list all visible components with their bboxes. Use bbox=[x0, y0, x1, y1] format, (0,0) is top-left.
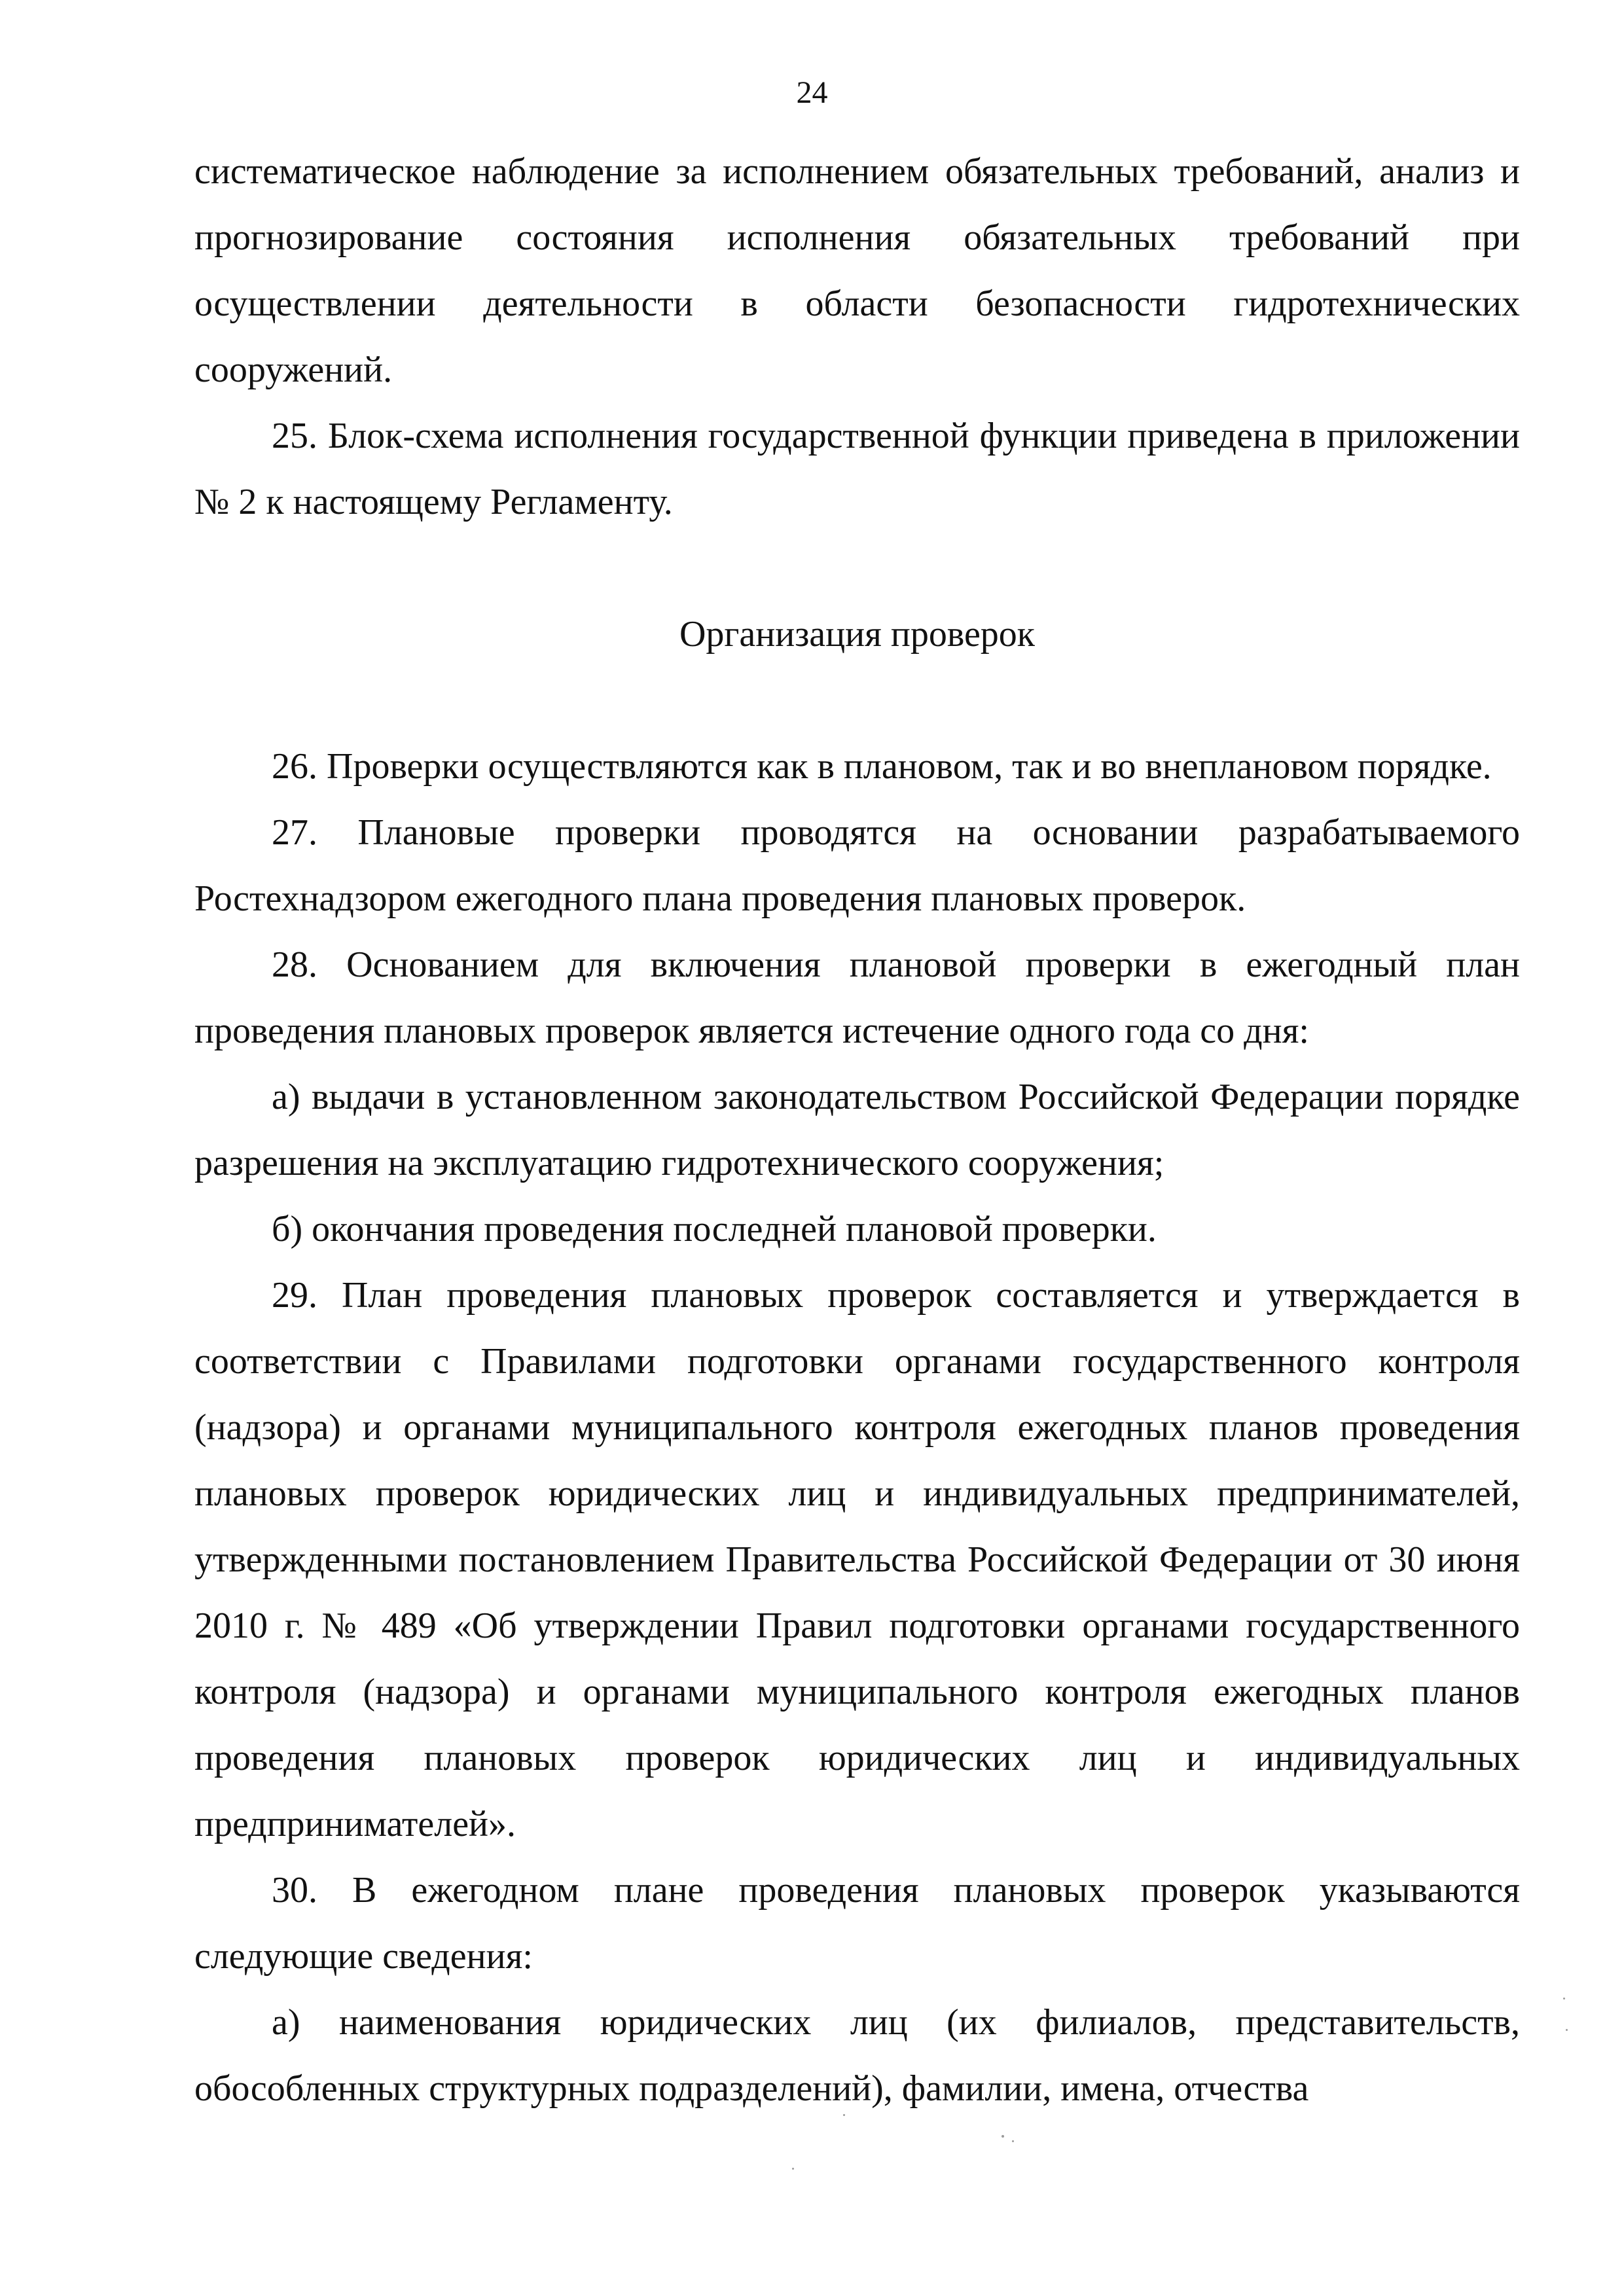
page-number: 24 bbox=[796, 75, 828, 110]
paragraph-28-item-b: б) окончания проведения последней плановой проверки. bbox=[272, 1209, 1157, 1249]
section-heading: Организация проверок bbox=[679, 614, 1036, 655]
paragraph-26: 26. Проверки осуществляются как в плановом, так и во внеплановом порядке. bbox=[272, 746, 1492, 787]
scan-speck bbox=[1566, 2029, 1568, 2031]
paragraph-25: 25. Блок-схема исполнения государственной функции приведена в приложении № 2 к настоящему Регламенту. bbox=[194, 416, 1520, 522]
scan-speck bbox=[843, 2114, 845, 2116]
scan-speck bbox=[792, 2168, 794, 2170]
scan-speck bbox=[1563, 1998, 1565, 2000]
paragraph-30: 30. В ежегодном плане проведения плановых проверок указываются следующие сведения: bbox=[194, 1870, 1520, 1977]
paragraph-29: 29. План проведения плановых проверок составляется и утверждается в соответствии с Правилами подготовки органами государственного контроля (надзора) и органами муниципального контроля ежегодных планов проведения плановых проверок юридических лиц и индивидуальных предпринимателей, утвержденными постановлением Правительства Российской Федерации от 30 июня 2010 г. № 489 «Об утверждении Правил подготовки органами государственного контроля (надзора) и органами муниципального контроля ежегодных планов проведения плановых проверок юридических лиц и индивидуальных предпринимателей». bbox=[194, 1275, 1520, 1844]
paragraph-continuation: систематическое наблюдение за исполнением обязательных требований, анализ и прогнозирование состояния исполнения обязательных требований при осуществлении деятельности в области безопасности гидротехнических сооружений. bbox=[194, 151, 1520, 390]
paragraph-27: 27. Плановые проверки проводятся на основании разрабатываемого Ростехнадзором ежегодного плана проведения плановых проверок. bbox=[194, 812, 1520, 919]
paragraph-28-item-a: а) выдачи в установленном законодательством Российской Федерации порядке разрешения на эксплуатацию гидротехнического сооружения; bbox=[194, 1077, 1520, 1183]
scan-speck bbox=[1012, 2140, 1014, 2142]
document-body bbox=[194, 139, 1520, 2122]
scan-speck bbox=[1001, 2135, 1004, 2138]
paragraph-30-item-a: а) наименования юридических лиц (их филиалов, представительств, обособленных структурных подразделений), фамилии, имена, отчества bbox=[194, 2002, 1520, 2109]
paragraph-28: 28. Основанием для включения плановой проверки в ежегодный план проведения плановых проверок является истечение одного года со дня: bbox=[194, 944, 1520, 1051]
